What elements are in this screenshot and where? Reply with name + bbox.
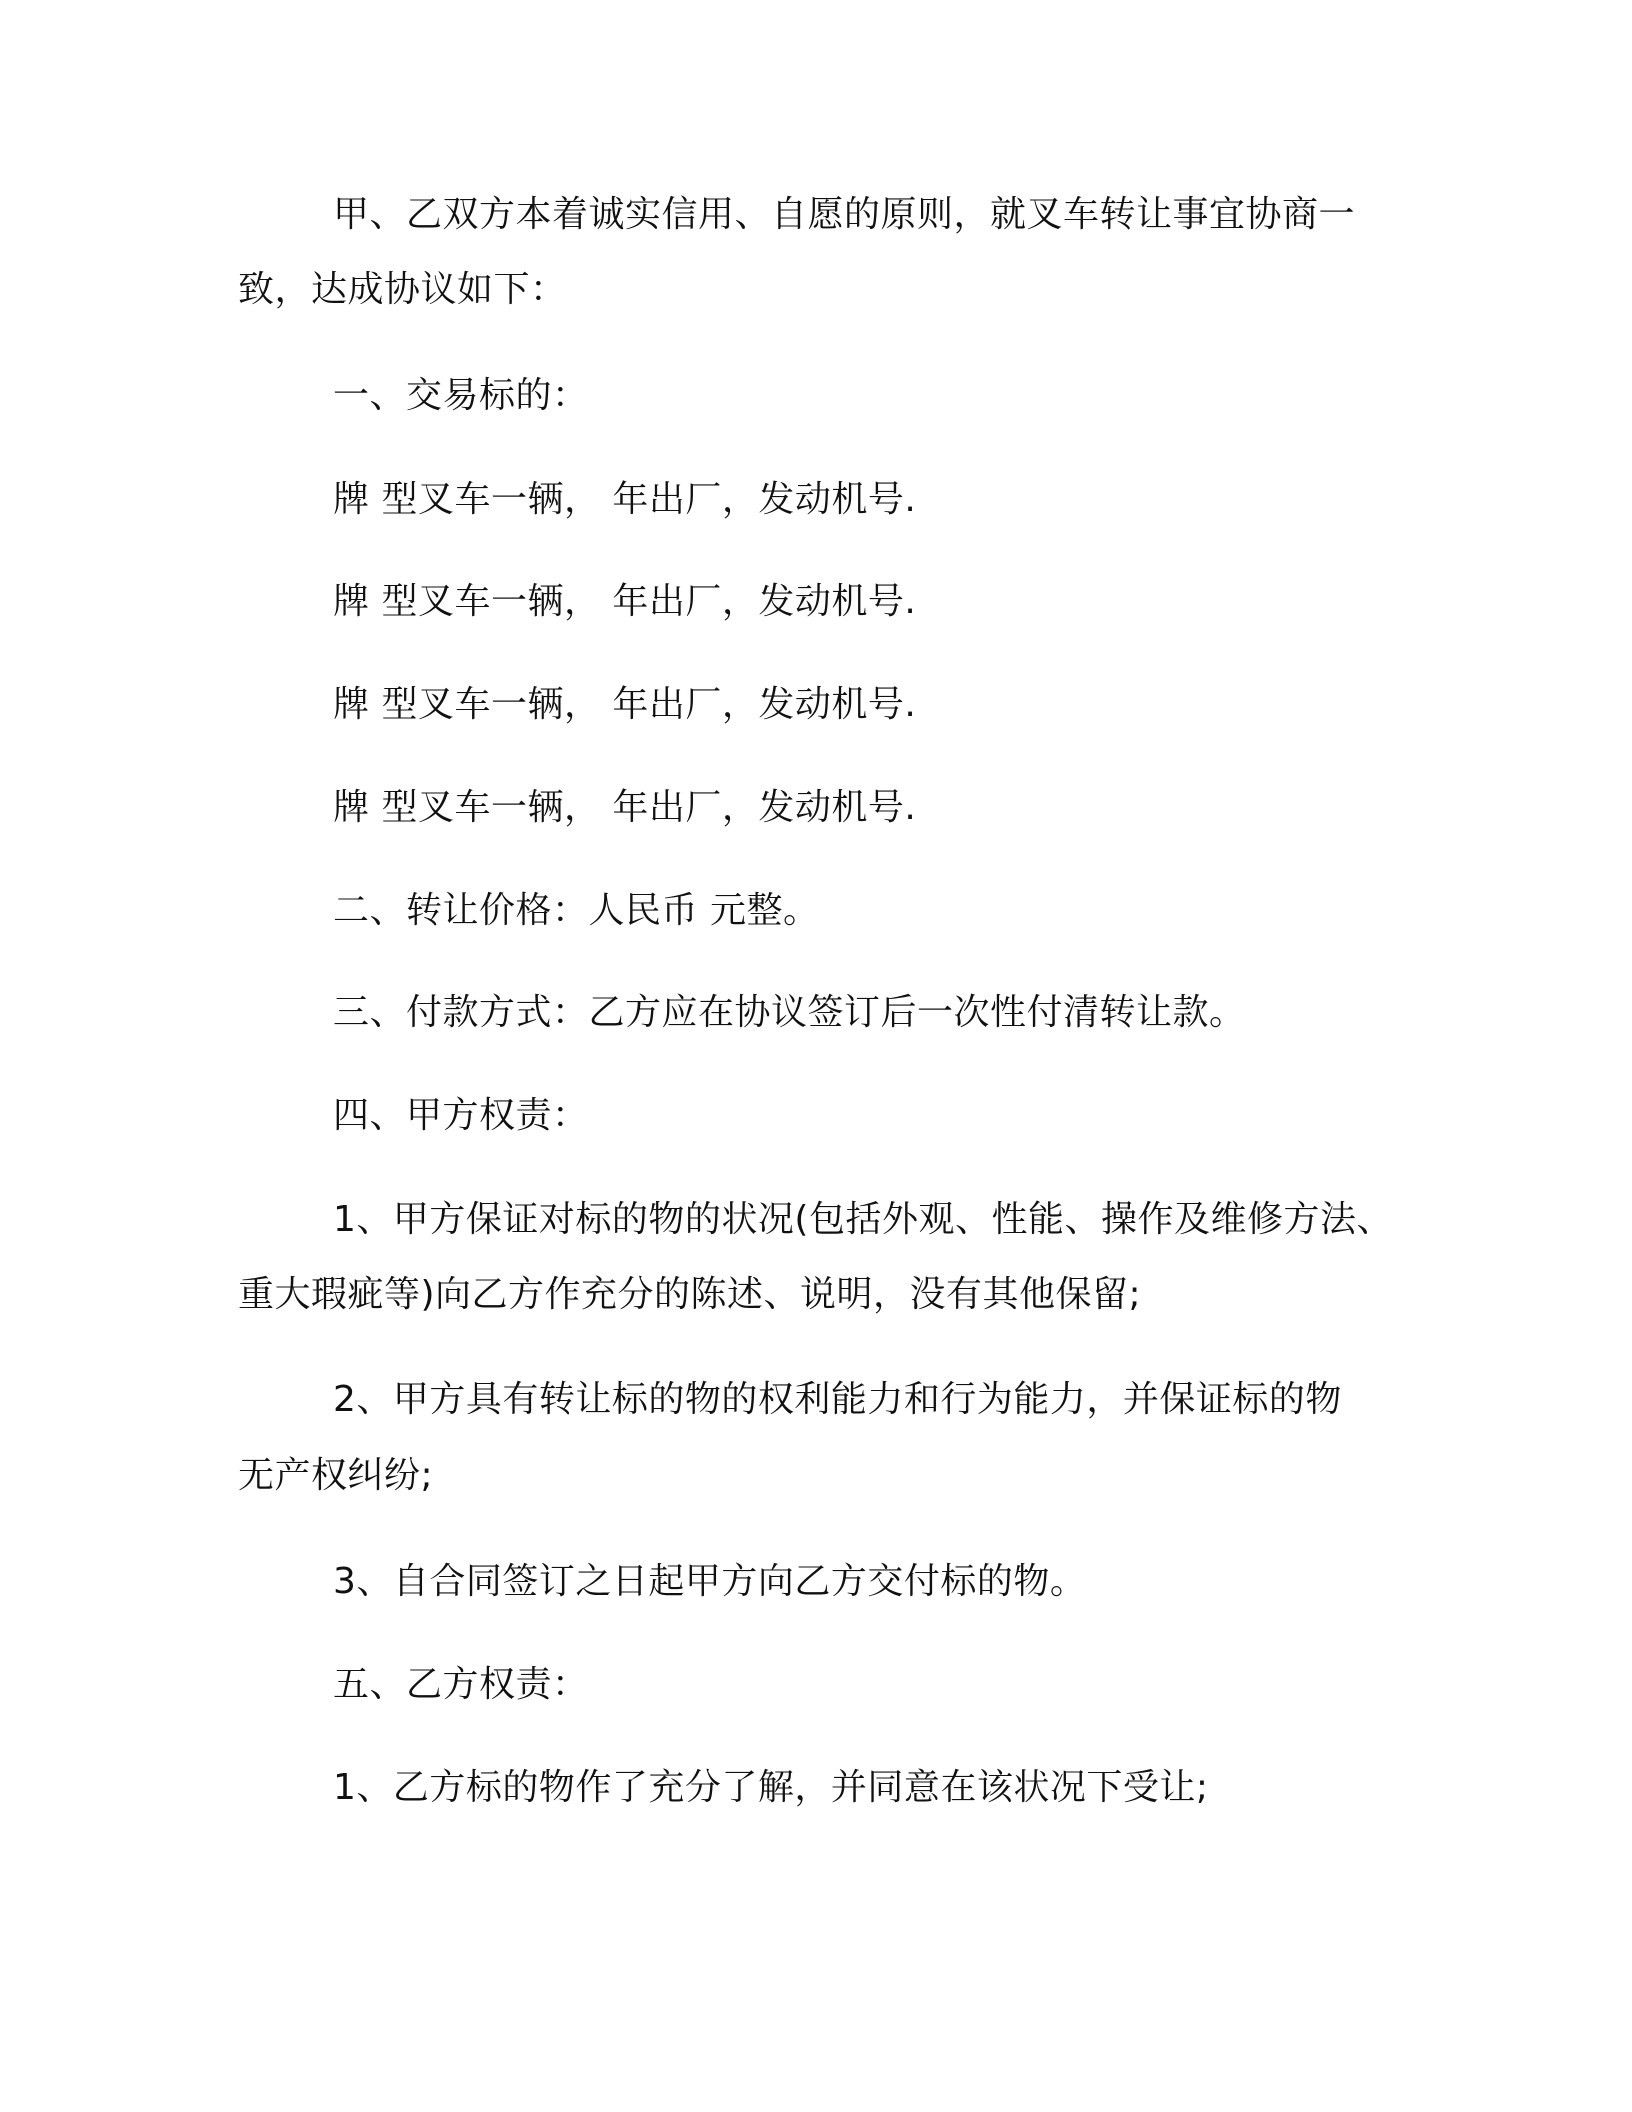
section-2-price: 二、转让价格：人民币 元整。 — [333, 890, 820, 931]
section-1-title: 一、交易标的： — [333, 375, 589, 416]
forklift-item-2: 牌 型叉车一辆， 年出厂，发动机号. — [333, 581, 917, 622]
section-4-title: 四、甲方权责： — [333, 1095, 589, 1136]
section-4-clause-2-line-2: 无产权纠纷; — [238, 1455, 434, 1496]
section-5-clause-1: 1、乙方标的物作了充分了解，并同意在该状况下受让; — [333, 1767, 1209, 1808]
section-3-payment: 三、付款方式：乙方应在协议签订后一次性付清转让款。 — [333, 992, 1246, 1033]
section-4-clause-2-line-1: 2、甲方具有转让标的物的权利能力和行为能力，并保证标的物 — [333, 1379, 1342, 1420]
forklift-item-3: 牌 型叉车一辆， 年出厂，发动机号. — [333, 684, 917, 725]
forklift-item-1: 牌 型叉车一辆， 年出厂，发动机号. — [333, 479, 917, 520]
section-4-clause-1-line-2: 重大瑕疵等)向乙方作充分的陈述、说明，没有其他保留; — [238, 1274, 1142, 1315]
section-5-title: 五、乙方权责： — [333, 1664, 589, 1705]
section-4-clause-1-line-1: 1、甲方保证对标的物的状况(包括外观、性能、操作及维修方法、 — [333, 1199, 1393, 1240]
forklift-item-4: 牌 型叉车一辆， 年出厂，发动机号. — [333, 787, 917, 828]
section-4-clause-3: 3、自合同签订之日起甲方向乙方交付标的物。 — [333, 1561, 1087, 1602]
intro-line-1: 甲、乙双方本着诚实信用、自愿的原则，就叉车转让事宜协商一 — [333, 194, 1356, 235]
intro-line-2: 致，达成协议如下： — [238, 269, 567, 310]
